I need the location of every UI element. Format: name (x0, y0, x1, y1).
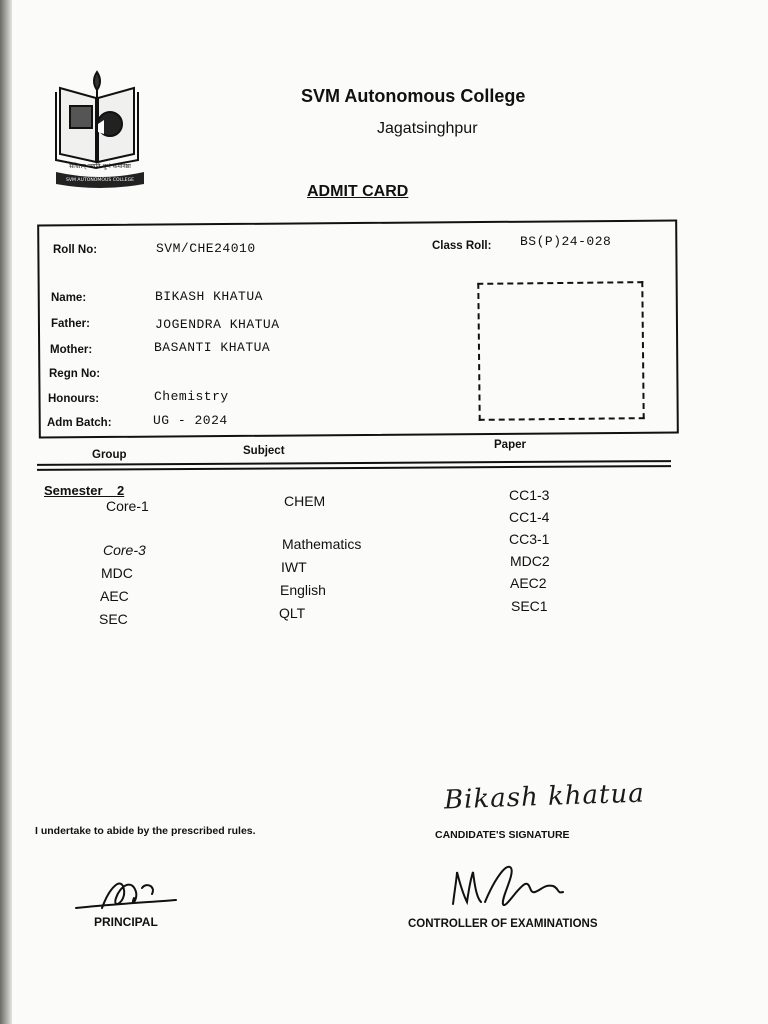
group-cell: SEC (99, 611, 128, 627)
mother-label: Mother: (50, 344, 93, 356)
college-logo (52, 70, 148, 188)
logo-motto: सचितम् जयति शुभं कर्मनिष्ठा (69, 163, 131, 170)
honours-label: Honours: (48, 393, 100, 405)
mother-value: BASANTI KHATUA (154, 340, 271, 355)
class-roll-label: Class Roll: (432, 240, 492, 252)
subject-cell: IWT (281, 559, 307, 575)
controller-signature (445, 858, 575, 914)
name-value: BIKASH KHATUA (155, 289, 263, 304)
subject-cell: QLT (279, 605, 306, 621)
logo-banner: SVM AUTONOMOUS COLLEGE (65, 178, 135, 183)
college-name: SVM Autonomous College (301, 86, 526, 106)
class-roll-value: BS(P)24-028 (520, 234, 612, 249)
candidate-signature-label: CANDIDATE'S SIGNATURE (435, 829, 570, 841)
father-value: JOGENDRA KHATUA (155, 317, 280, 332)
paper-cell: MDC2 (510, 553, 550, 569)
paper-cell: SEC1 (511, 598, 548, 614)
subject-column-header: Subject (243, 445, 285, 457)
paper-cell: AEC2 (510, 575, 547, 591)
group-column-header: Group (92, 449, 127, 461)
paper-cell: CC1-3 (509, 487, 550, 503)
regn-no-label: Regn No: (49, 368, 101, 380)
subject-cell: Mathematics (282, 536, 362, 552)
subject-cell: CHEM (284, 493, 326, 509)
adm-batch-label: Adm Batch: (47, 417, 112, 429)
roll-no-value: SVM/CHE24010 (156, 241, 256, 256)
roll-no-label: Roll No: (53, 244, 98, 256)
principal-label: PRINCIPAL (94, 915, 158, 929)
group-cell: AEC (100, 588, 129, 604)
controller-label: CONTROLLER OF EXAMINATIONS (408, 918, 598, 930)
candidate-signature: Bikash khatua (443, 778, 646, 816)
paper-cell: CC3-1 (509, 531, 550, 547)
group-cell: MDC (101, 565, 133, 581)
father-label: Father: (51, 318, 90, 330)
name-label: Name: (51, 292, 87, 304)
subject-cell: English (280, 582, 326, 598)
semester-number: 2 (117, 483, 125, 498)
adm-batch-value: UG - 2024 (153, 413, 228, 428)
undertaking-text: I undertake to abide by the prescribed rules. (35, 825, 256, 837)
photo-placeholder (477, 281, 644, 421)
group-cell: Core-3 (103, 542, 146, 558)
college-location: Jagatsinghpur (377, 120, 478, 137)
group-cell: Core-1 (106, 498, 149, 514)
semester-label: Semester 2 (44, 483, 125, 498)
paper-cell: CC1-4 (509, 509, 550, 525)
document-title: ADMIT CARD (307, 183, 409, 200)
honours-value: Chemistry (154, 389, 229, 404)
paper-column-header: Paper (494, 439, 526, 451)
